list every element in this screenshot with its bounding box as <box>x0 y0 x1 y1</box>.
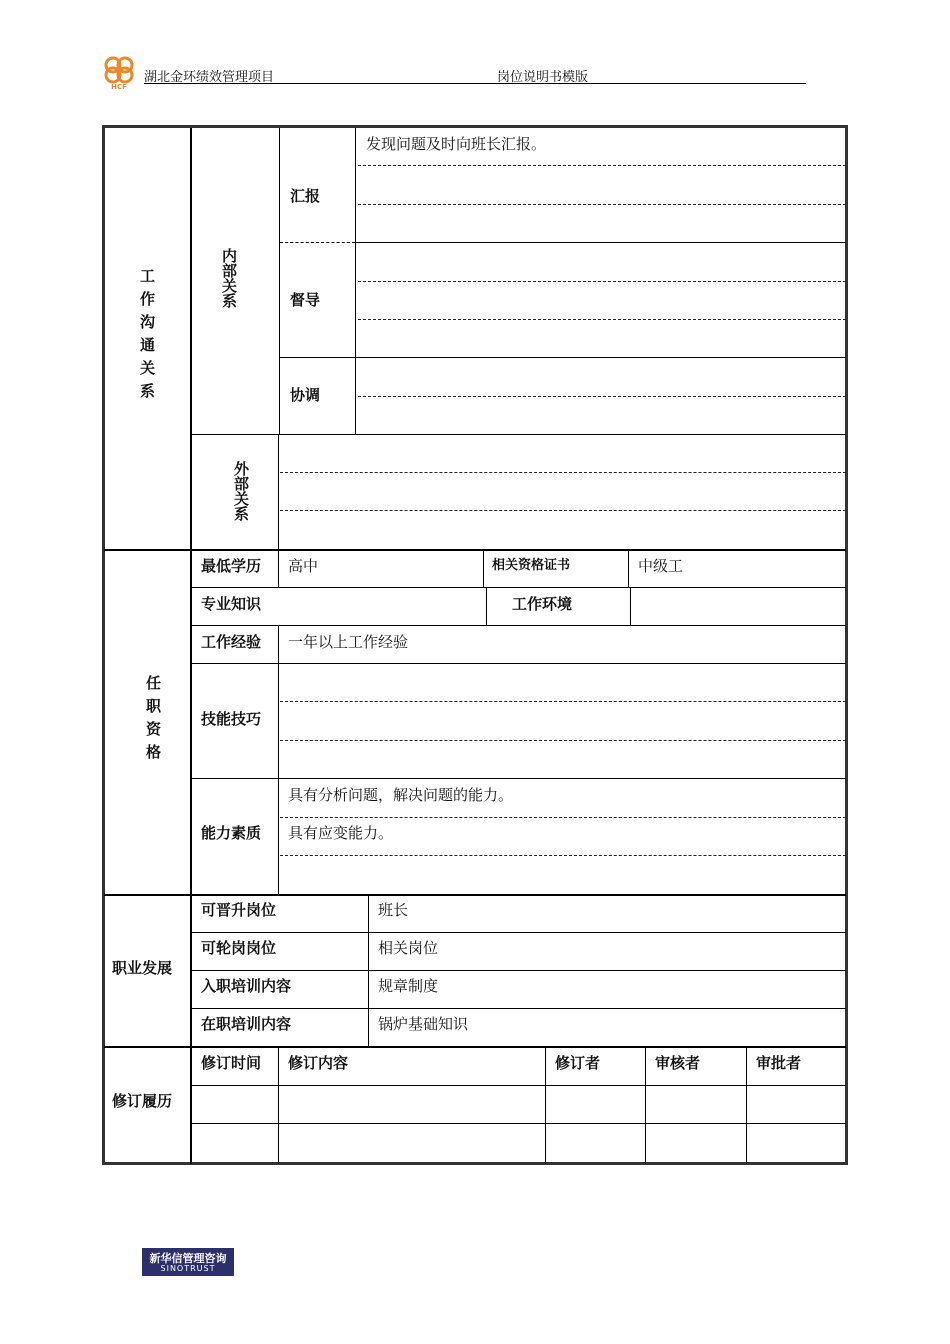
skills-label: 技能技巧 <box>201 710 262 728</box>
header-rule <box>144 83 806 84</box>
revision-header-reviewer: 审核者 <box>655 1054 701 1072</box>
education-value: 高中 <box>288 557 319 575</box>
revision-header-approver: 审批者 <box>756 1054 802 1072</box>
career-row-value: 班长 <box>378 901 409 919</box>
career-row-label: 可晋升岗位 <box>201 901 277 919</box>
svg-text:HCF: HCF <box>111 83 127 90</box>
supervise-label: 督导 <box>290 291 321 309</box>
document-type: 岗位说明书模版 <box>497 70 589 85</box>
career-row-label: 入职培训内容 <box>201 977 292 995</box>
knowledge-label: 专业知识 <box>201 595 262 613</box>
revision-header-content: 修订内容 <box>288 1054 349 1072</box>
revision-header-reviser: 修订者 <box>555 1054 601 1072</box>
coordinate-label: 协调 <box>290 386 321 404</box>
career-row-label: 在职培训内容 <box>201 1015 292 1033</box>
career-row-value: 锅炉基础知识 <box>378 1015 469 1033</box>
internal-relations-label: 内部关系 <box>220 248 238 308</box>
revision-header-time: 修订时间 <box>201 1054 262 1072</box>
revision-section-label: 修订履历 <box>112 1092 173 1110</box>
experience-label: 工作经验 <box>201 633 262 651</box>
career-section-label: 职业发展 <box>112 959 173 977</box>
ability-line-1: 具有分析问题，解决问题的能力。 <box>288 786 514 804</box>
experience-value: 一年以上工作经验 <box>288 633 409 651</box>
sinotrust-logo <box>142 1248 234 1276</box>
certificate-value: 中级工 <box>638 557 684 575</box>
external-relations-label: 外部关系 <box>232 461 250 521</box>
certificate-label: 相关资格证书 <box>492 558 571 573</box>
career-row-value: 相关岗位 <box>378 939 439 957</box>
sinotrust-logo-en: SINOTRUST <box>160 1264 216 1273</box>
report-line-1: 发现问题及时向班长汇报。 <box>366 135 547 153</box>
qualifications-section-label: 任职资格 <box>144 675 162 767</box>
ability-label: 能力素质 <box>201 824 262 842</box>
environment-label: 工作环境 <box>512 595 573 613</box>
career-row-label: 可轮岗岗位 <box>201 939 277 957</box>
project-name: 湖北金环绩效管理项目 <box>144 70 275 85</box>
sinotrust-logo-cn: 新华信管理咨询 <box>149 1252 227 1265</box>
education-label: 最低学历 <box>201 557 262 575</box>
hcf-logo <box>100 54 140 90</box>
communication-section-label: 工作沟通关系 <box>138 268 156 406</box>
report-label: 汇报 <box>290 187 321 205</box>
career-row-value: 规章制度 <box>378 977 439 995</box>
ability-line-2: 具有应变能力。 <box>288 824 394 842</box>
